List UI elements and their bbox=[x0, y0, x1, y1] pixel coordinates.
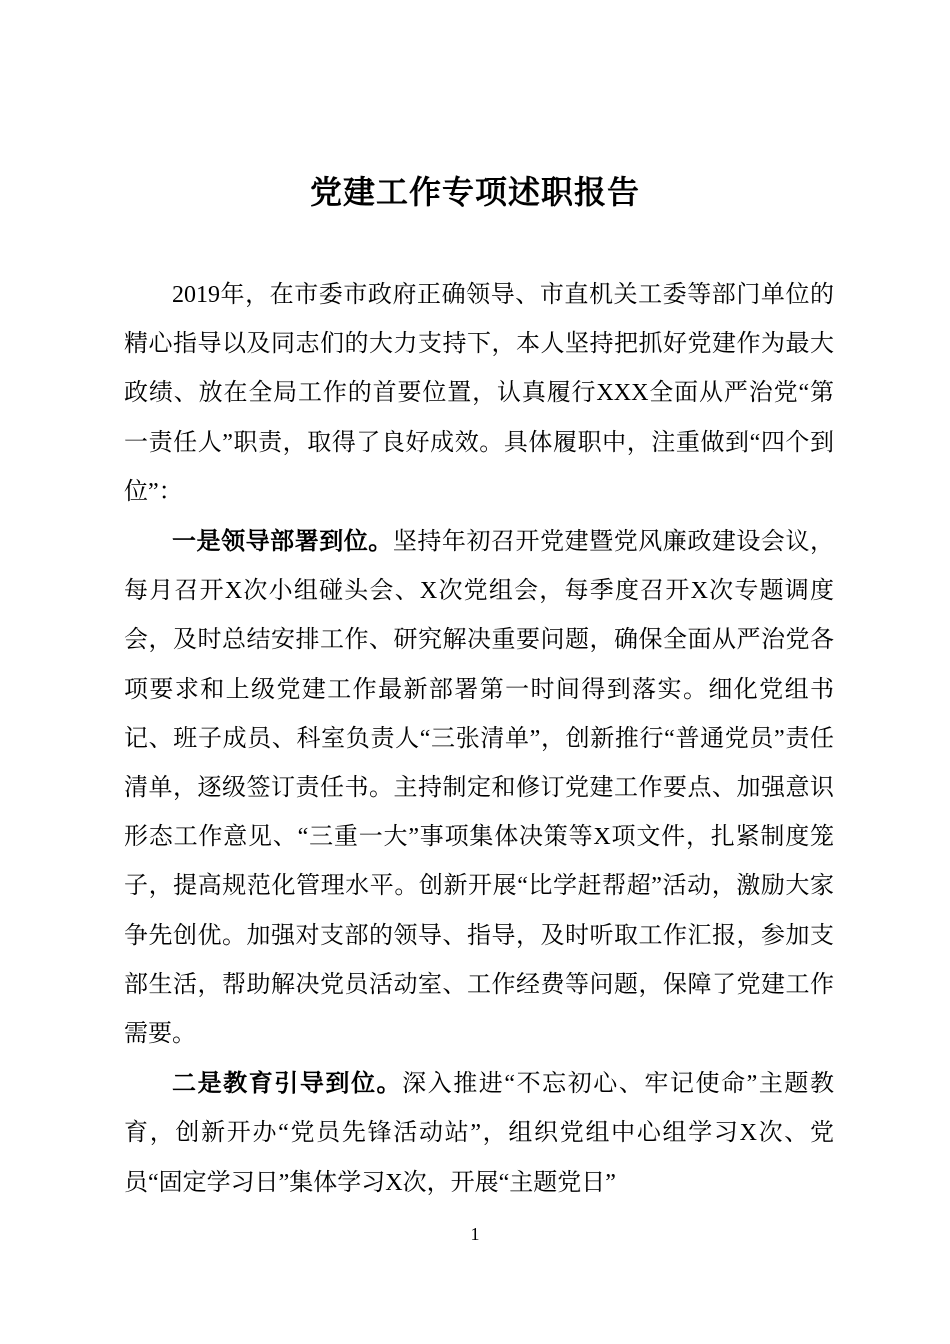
paragraph-education bbox=[124, 1059, 834, 1208]
paragraph-lead: 二是教育引导到位。 bbox=[172, 1069, 403, 1098]
document-title: 党建工作专项述职报告 bbox=[309, 174, 640, 210]
page-number: 1 bbox=[470, 1224, 480, 1244]
paragraph-text: 2019年，在市委市政府正确领导、市直机关工委等部门单位的精心指导以及同志们的大力支持下，本人坚持把抓好党建作为最大政绩、放在全局工作的首要位置，认真履行XXX全面从严治党“第一责任人”职责，取得了良好成效。具体履职中，注重做到“四个到位”： bbox=[124, 282, 834, 505]
paragraph-intro bbox=[124, 270, 834, 517]
paragraph-text: 坚持年初召开党建暨党风廉政建设会议，每月召开X次小组碰头会、X次党组会，每季度召开X次专题调度会，及时总结安排工作、研究解决重要问题，确保全面从严治党各项要求和上级党建工作最新部署第一时间得到落实。细化党组书记、班子成员、科室负责人“三张清单”，创新推行“普通党员”责任清单，逐级签订责任书。主持制定和修订党建工作要点、加强意识形态工作意见、“三重一大”事项集体决策等X项文件，扎紧制度笼子，提高规范化管理水平。创新开展“比学赶帮超”活动，激励大家争先创优。加强对支部的领导、指导，及时听取工作汇报，参加支部生活，帮助解决党员活动室、工作经费等问题，保障了党建工作需要。 bbox=[124, 529, 835, 1048]
document-body bbox=[124, 270, 834, 1208]
paragraph-leadership bbox=[124, 517, 834, 1059]
paragraph-lead: 一是领导部署到位。 bbox=[172, 527, 393, 556]
paragraph-text: 深入推进“不忘初心、牢记使命”主题教育，创新开办“党员先锋活动站”，组织党组中心组学习X次、党员“固定学习日”集体学习X次，开展“主题党日” bbox=[124, 1071, 835, 1196]
